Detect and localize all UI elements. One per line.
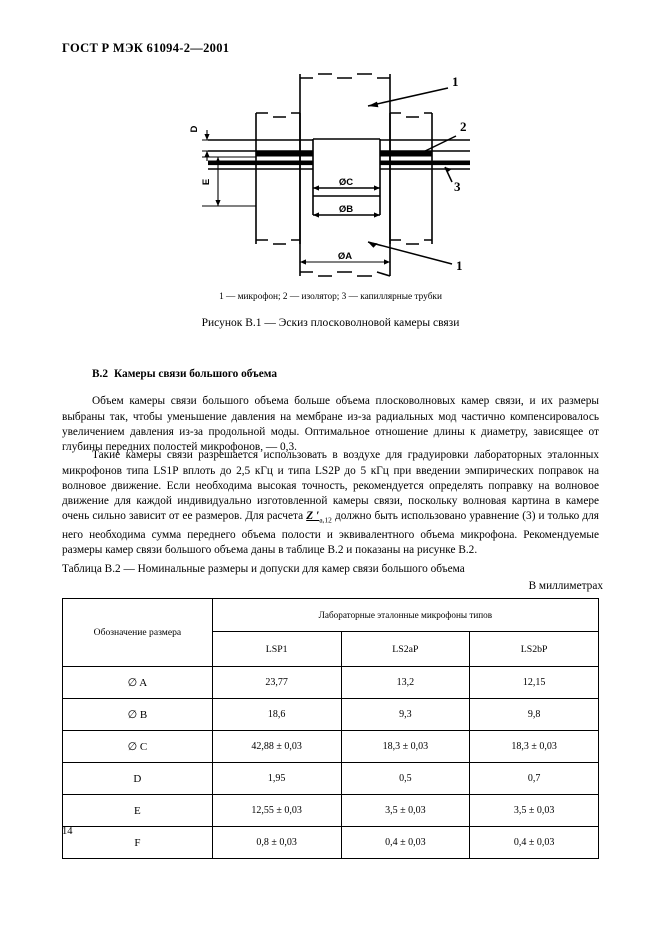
row-symbol: D [63,763,213,795]
callout-label-2: 2 [460,119,467,134]
leader-line-1-bottom [368,242,452,264]
table-row [63,763,599,795]
row-value: 9,3 [341,699,470,731]
row-value: 9,8 [470,699,599,731]
section-number: В.2 [92,368,109,380]
row-value: 12,15 [470,667,599,699]
page-number: 14 [62,826,73,837]
row-value: 1,95 [212,763,341,795]
formula-base-symbol: Z ′ [306,510,320,523]
table-header-column-ls2ap: LS2aP [341,632,470,667]
capillary-tube-left [208,161,313,166]
row-value: 13,2 [341,667,470,699]
dimension-label-d: D [189,125,200,133]
dimensions-table [62,598,599,859]
paragraph-2-part-a: Такие камеры связи разрешается использовать в воздухе для градуировки лабораторных эталонных микрофонов типа LS1P вплоть до 2,5 кГц и типа LS2P до 5 кГц при введении эмпирических поправок на волновое движение. Если необходима высокая точность, рекомендуется определять поправку на волновое движение для каждой индивидуально изготовленной камеры связи, поскольку волновая картина в камере очень сильно зависит от ее размеров. Для расчета [62,449,599,523]
dimension-label-e: E [201,178,212,186]
row-value: 3,5 ± 0,03 [341,795,470,827]
table-header-microphone-types: Лабораторные эталонные микрофоны типов [212,599,598,632]
formula-subscript: a,12 [319,515,332,525]
row-value: 23,77 [212,667,341,699]
paragraph-calibration-description [62,448,599,558]
table-row [63,699,599,731]
callout-label-3: 3 [454,179,461,194]
leader-line-1-top [368,88,448,106]
row-symbol: E [63,795,213,827]
row-value: 0,4 ± 0,03 [341,827,470,859]
section-heading [92,368,277,380]
row-value: 12,55 ± 0,03 [212,795,341,827]
callout-label-1-top: 1 [452,74,459,89]
row-value: 0,7 [470,763,599,795]
row-symbol: ∅ B [63,699,213,731]
row-value: 0,4 ± 0,03 [470,827,599,859]
row-symbol: ∅ A [63,667,213,699]
table-row [63,667,599,699]
row-value: 3,5 ± 0,03 [470,795,599,827]
table-header-column-lsp1: LSP1 [212,632,341,667]
row-value: 42,88 ± 0,03 [212,731,341,763]
section-title-text: Камеры связи большого объема [114,368,277,380]
row-value: 18,6 [212,699,341,731]
formula-acoustic-impedance [306,510,332,525]
insulator-bar-left [256,152,313,157]
table-row [63,795,599,827]
dimension-label-dia-c: ØC [338,177,354,188]
paragraph-2-part-b: должно быть использовано уравнение (3) и только для него необходима сумма переднего объема полости и эквивалентного объема микрофона. Рекомендуемые размеры камер связи большого объема даны в таблице В.2 и показаны на рисунке В.2. [62,510,599,556]
table-header-row-1 [63,599,599,632]
table-header-column-ls2bp: LS2bP [470,632,599,667]
figure-legend: 1 — микрофон; 2 — изолятор; 3 — капиллярные трубки [219,292,442,302]
table-title: Таблица В.2 — Номинальные размеры и допуски для камер связи большого объема [62,563,465,575]
row-value: 0,5 [341,763,470,795]
figure-caption: Рисунок В.1 — Эскиз плоскoволновой камеры связи [201,317,460,329]
row-value: 18,3 ± 0,03 [341,731,470,763]
row-symbol: F [63,827,213,859]
table-units-note: В миллиметрах [528,580,603,592]
table-row [63,731,599,763]
row-value: 0,8 ± 0,03 [212,827,341,859]
callout-label-1-bottom: 1 [456,258,463,273]
table-row [63,827,599,859]
row-symbol: ∅ C [63,731,213,763]
capillary-tube-right [380,161,470,166]
dimension-label-dia-b: ØB [338,204,354,215]
figure-plane-wave-coupler-diagram [180,72,480,287]
document-standard-header: ГОСТ Р МЭК 61094-2—2001 [62,41,230,55]
row-value: 18,3 ± 0,03 [470,731,599,763]
table-body [63,667,599,859]
coupler-schematic-svg [180,72,480,287]
table-header-size-designation: Обозначение размера [63,599,213,667]
paragraph-volume-description: Объем камеры связи большого объема больше объема плосковолновых камер связи, и их размеры выбраны так, чтобы уменьшение давления на мембране из-за радиальных мод частично компенсировалось увеличением давления из-за продольной моды. Оптимальное отношение длины к диаметру, зависящее от глубины передних полостей микрофонов, — 0,3. [62,395,599,453]
table-head [63,599,599,667]
dimension-label-dia-a: ØA [337,251,353,262]
